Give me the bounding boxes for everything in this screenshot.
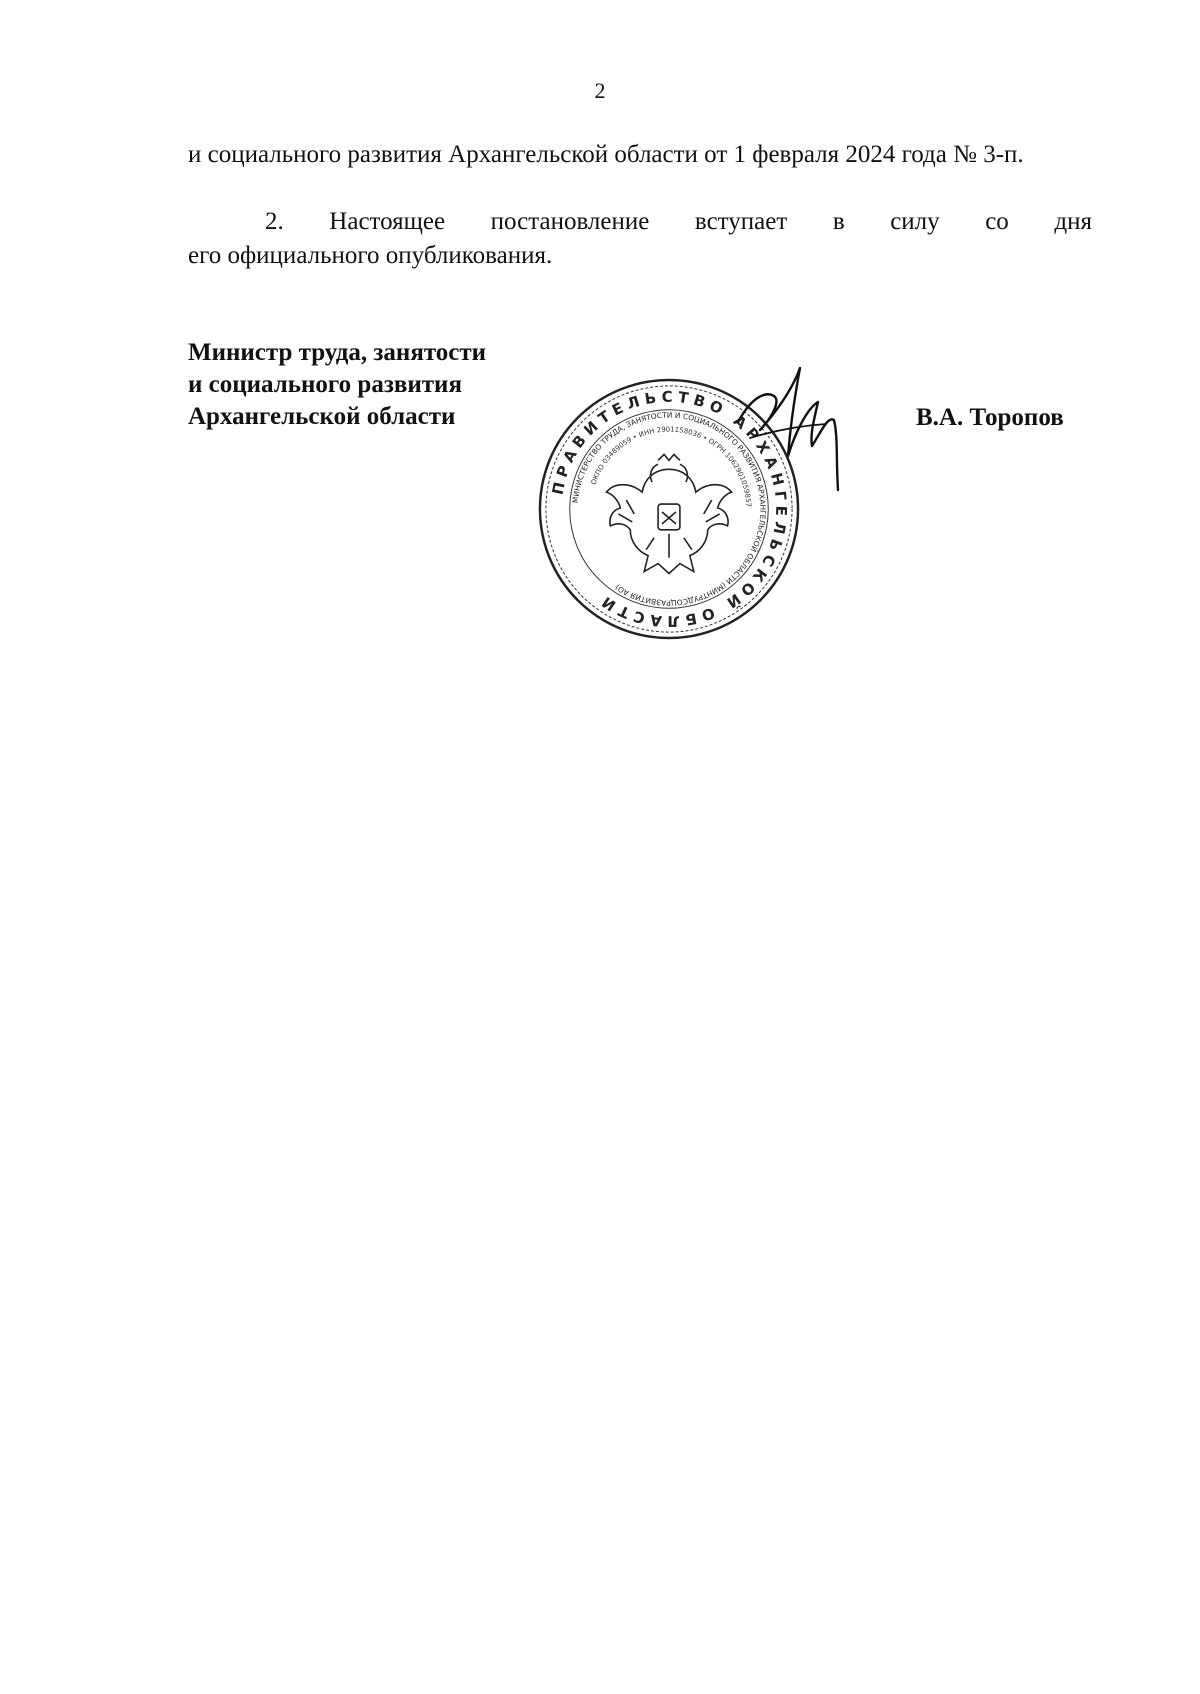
signatory-line-3: Архангельской области [188, 403, 456, 430]
paragraph-effective-date [188, 205, 1092, 273]
signatory-line-2: и социального развития [188, 371, 462, 398]
word: Настоящее [329, 208, 446, 235]
word: со [985, 208, 1009, 235]
seal-codes-text: ОКПО 03489059 • ИНН 2901158036 • ОГРН 1062901059857 [589, 425, 753, 508]
seal-inner-text: МИНИСТЕРСТВО ТРУДА, ЗАНЯТОСТИ И СОЦИАЛЬНОГО РАЗВИТИЯ АРХАНГЕЛЬСКОЙ ОБЛАСТИ (МИНТРУДСОЦРАЗВИТИЯ АО) [570, 410, 768, 608]
handwritten-signature [730, 360, 850, 500]
seal-outer-text: ПРАВИТЕЛЬСТВО АРХАНГЕЛЬСКОЙ ОБЛАСТИ [548, 387, 791, 631]
signatory-title [188, 337, 486, 433]
word: постановление [490, 208, 650, 235]
signer-name: В.А. Торопов [916, 404, 1064, 431]
paragraph-continuation: и социального развития Архангельской области от 1 февраля 2024 года № 3-п. [188, 141, 1024, 168]
word: вступает [694, 208, 788, 235]
page-number: 2 [594, 78, 606, 103]
word: 2. [265, 208, 284, 235]
signatory-line-1: Министр труда, занятости [188, 339, 487, 366]
word: силу [890, 208, 940, 235]
word: дня [1054, 208, 1092, 235]
paragraph-line-2: его официального опубликования. [188, 242, 553, 269]
paragraph-line-1 [188, 205, 1092, 239]
word: в [832, 208, 845, 235]
double-headed-eagle-emblem [606, 454, 731, 573]
